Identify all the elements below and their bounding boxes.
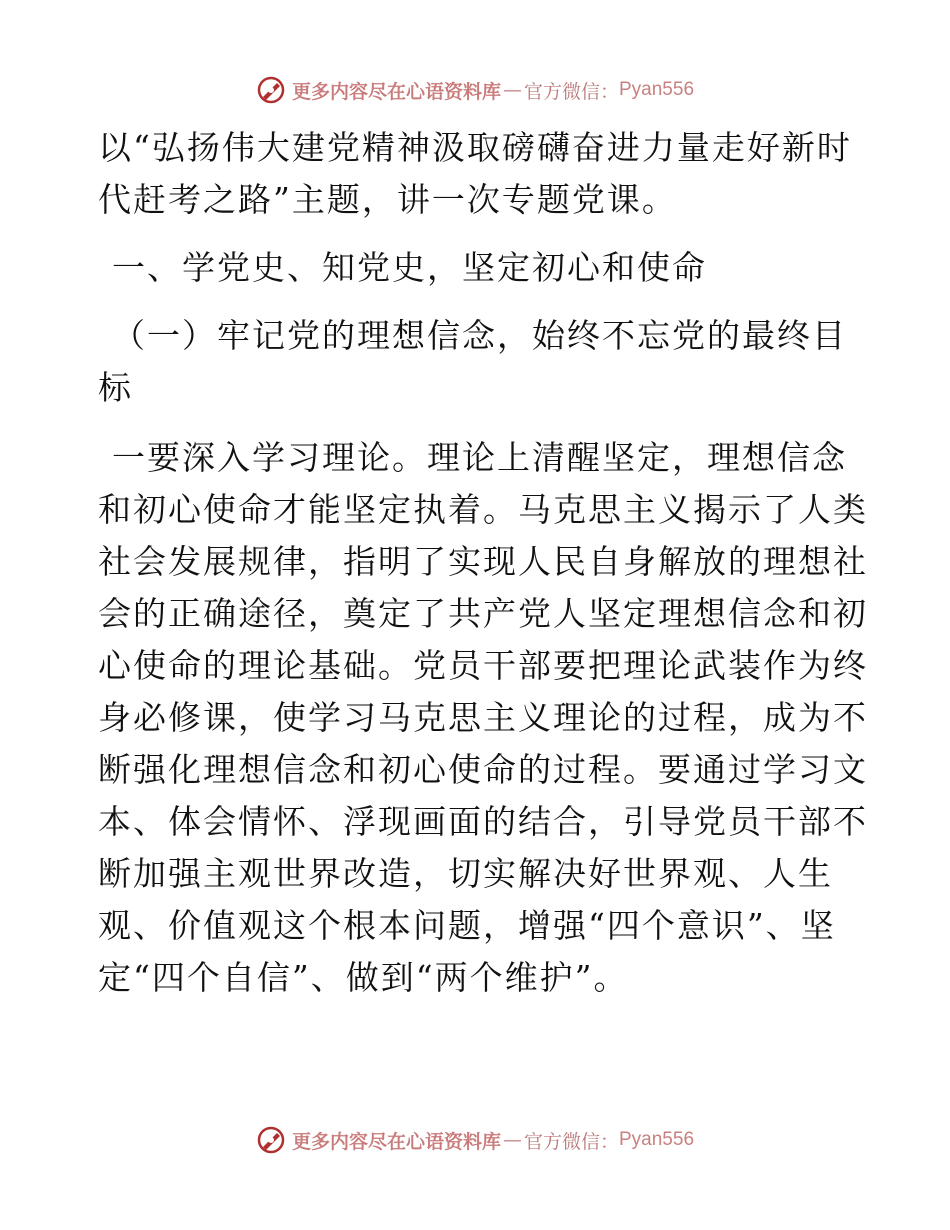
watermark-sub-text: 官方微信： bbox=[523, 80, 619, 103]
subsection-heading bbox=[98, 310, 858, 414]
document-body bbox=[98, 122, 868, 1004]
text-line: 一要深入学习理论。理论上清醒坚定，理想信念 bbox=[112, 438, 847, 477]
text-line: 标 bbox=[98, 368, 133, 407]
text-line: 身必修课，使学习马克思主义理论的过程，成为不 bbox=[98, 698, 868, 737]
watermark-main-text: 更多内容尽在心语资料库 bbox=[291, 1130, 501, 1153]
text-line: 和初心使命才能坚定执着。马克思主义揭示了人类 bbox=[98, 490, 868, 529]
footer-watermark bbox=[0, 1120, 950, 1160]
text-line: 社会发展规律，指明了实现人民自身解放的理想社 bbox=[98, 542, 868, 581]
text-line: 断强化理想信念和初心使命的过程。要通过学习文 bbox=[98, 750, 868, 789]
text-line: 本、体会情怀、浮现画面的结合，引导党员干部不 bbox=[98, 802, 868, 841]
pen-logo-icon bbox=[256, 1125, 286, 1155]
text-line: 断加强主观世界改造，切实解决好世界观、人生 bbox=[98, 854, 833, 893]
watermark-sub-text: 官方微信： bbox=[523, 1130, 619, 1153]
text-line: 以“弘扬伟大建党精神汲取磅礴奋进力量走好新时 bbox=[98, 128, 852, 167]
header-watermark bbox=[0, 70, 950, 110]
watermark-wechat-id: Pyan556 bbox=[619, 79, 695, 100]
text-line: 心使命的理论基础。党员干部要把理论武装作为终 bbox=[98, 646, 868, 685]
section-heading: 一、学党史、知党史，坚定初心和使命 bbox=[112, 248, 707, 287]
watermark-dash: — bbox=[502, 79, 522, 101]
pen-logo-icon bbox=[256, 75, 286, 105]
body-paragraph bbox=[98, 432, 868, 1004]
text-line: 代赶考之路”主题，讲一次专题党课。 bbox=[98, 180, 677, 219]
text-line: 观、价值观这个根本问题，增强“四个意识”、坚 bbox=[98, 906, 836, 945]
watermark-wechat-id: Pyan556 bbox=[619, 1129, 695, 1150]
intro-paragraph bbox=[98, 122, 858, 226]
text-line: （一）牢记党的理想信念，始终不忘党的最终目 bbox=[112, 316, 847, 355]
watermark-main-text: 更多内容尽在心语资料库 bbox=[291, 80, 501, 103]
watermark-dash: — bbox=[502, 1129, 522, 1151]
text-line: 会的正确途径，奠定了共产党人坚定理想信念和初 bbox=[98, 594, 868, 633]
text-line: 定“四个自信”、做到“两个维护”。 bbox=[98, 958, 629, 997]
